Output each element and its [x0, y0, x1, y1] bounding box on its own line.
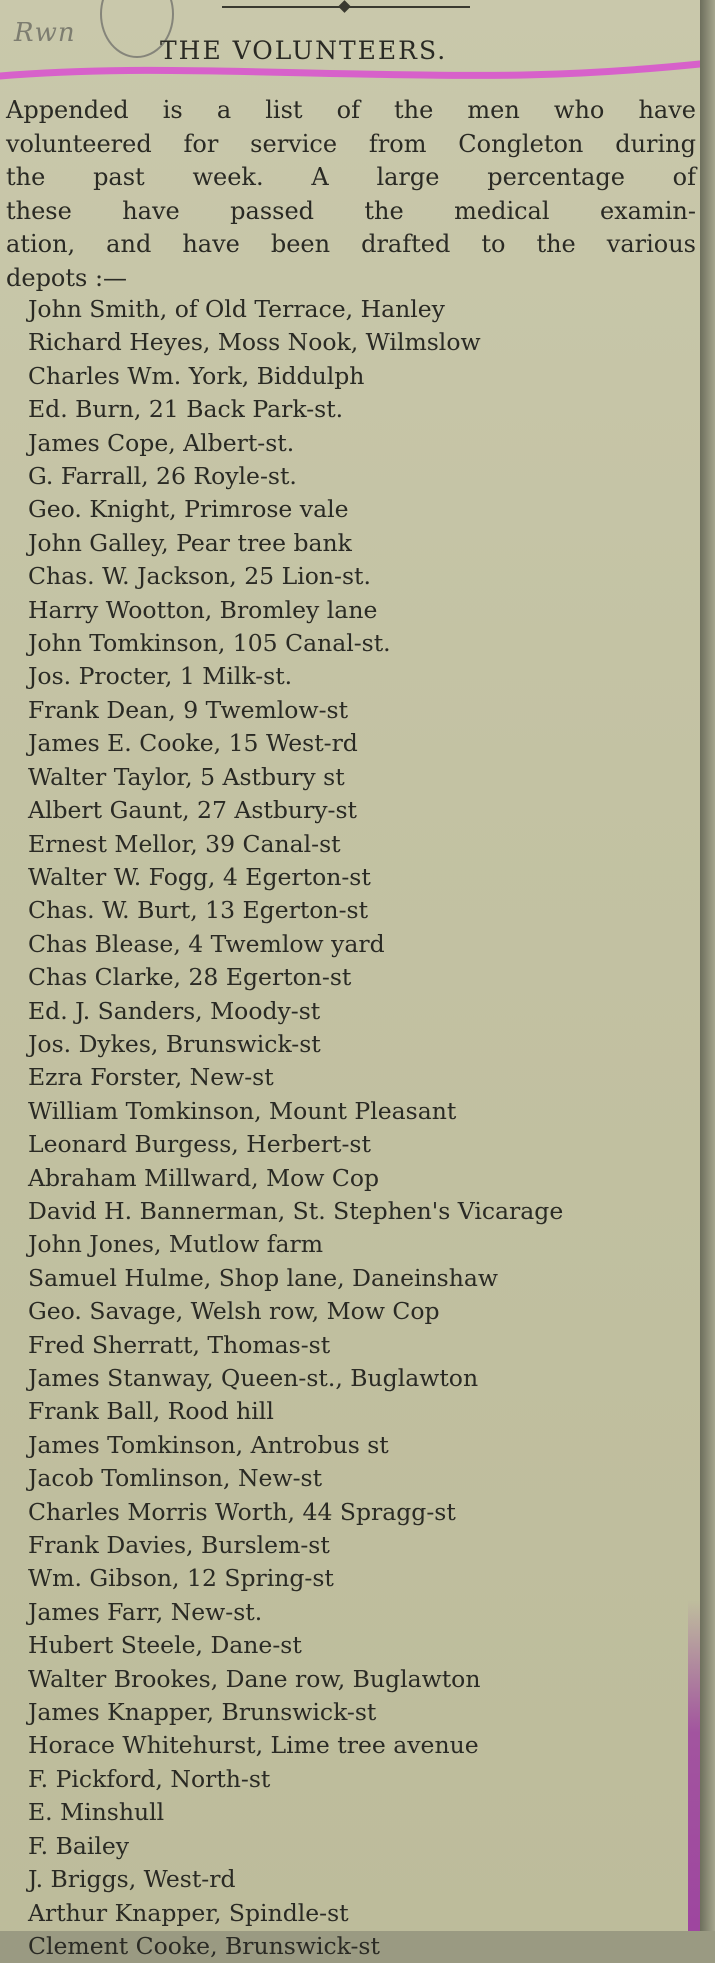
intro-line: depots :—: [6, 263, 128, 292]
volunteer-entry: John Jones, Mutlow farm: [28, 1230, 324, 1259]
intro-line: Appended is a list of the men who have: [6, 96, 696, 124]
volunteer-entry: Geo. Knight, Primrose vale: [28, 495, 349, 524]
volunteer-entry: Richard Heyes, Moss Nook, Wilmslow: [28, 328, 481, 357]
volunteer-entry: Charles Wm. York, Biddulph: [28, 361, 365, 390]
volunteer-entry: Harry Wootton, Bromley lane: [28, 595, 378, 624]
volunteer-entry: Fred Sherratt, Thomas-st: [28, 1330, 331, 1359]
volunteer-entry: Wm. Gibson, 12 Spring-st: [28, 1564, 334, 1593]
volunteer-entry: James Knapper, Brunswick-st: [28, 1698, 377, 1727]
pencil-annotation: Rwn: [14, 18, 76, 48]
volunteer-entry: Albert Gaunt, 27 Astbury-st: [28, 796, 357, 825]
volunteer-entry: Walter Brookes, Dane row, Buglawton: [28, 1664, 481, 1693]
volunteer-entry: Ernest Mellor, 39 Canal-st: [28, 829, 341, 858]
volunteer-entry: David H. Bannerman, St. Stephen's Vicarage: [28, 1196, 564, 1225]
volunteer-entry: James Stanway, Queen-st., Buglawton: [28, 1364, 479, 1392]
volunteer-entry: F. Pickford, North-st: [28, 1764, 271, 1793]
volunteer-entry: Frank Dean, 9 Twemlow-st: [28, 695, 349, 724]
volunteer-entry: Frank Davies, Burslem-st: [28, 1531, 330, 1560]
volunteer-entry: Charles Morris Worth, 44 Spragg-st: [28, 1497, 456, 1526]
highlighter-edge-mark: [688, 1600, 700, 1931]
volunteer-entry: William Tomkinson, Mount Pleasant: [28, 1096, 457, 1125]
volunteer-entry: Frank Ball, Rood hill: [28, 1397, 274, 1426]
volunteer-entry: Geo. Savage, Welsh row, Mow Cop: [28, 1297, 440, 1326]
volunteer-entry: Arthur Knapper, Spindle-st: [28, 1898, 349, 1927]
volunteer-entry: Ezra Forster, New-st: [28, 1063, 274, 1092]
volunteer-entry: John Galley, Pear tree bank: [28, 528, 352, 557]
volunteer-entry: Samuel Hulme, Shop lane, Daneinshaw: [28, 1263, 498, 1292]
volunteer-entry: James Cope, Albert-st.: [28, 428, 295, 457]
intro-line: volunteered for service from Congleton during: [6, 129, 696, 158]
volunteer-entry: James E. Cooke, 15 West-rd: [28, 729, 358, 758]
intro-paragraph: [6, 94, 696, 295]
volunteer-entry: John Tomkinson, 105 Canal-st.: [28, 629, 391, 658]
intro-line: these have passed the medical examin-: [6, 196, 696, 225]
intro-line: the past week. A large percentage of: [6, 163, 696, 191]
article-headline: THE VOLUNTEERS.: [160, 36, 448, 65]
volunteer-entry: Hubert Steele, Dane-st: [28, 1631, 302, 1660]
volunteer-entry: Walter Taylor, 5 Astbury st: [28, 762, 345, 791]
volunteer-entry: E. Minshull: [28, 1798, 165, 1827]
volunteer-entry: Chas Blease, 4 Twemlow yard: [28, 929, 385, 958]
volunteer-list: [28, 293, 708, 1963]
volunteer-entry: Ed. J. Sanders, Moody-st: [28, 996, 321, 1025]
volunteer-entry: Abraham Millward, Mow Cop: [28, 1163, 380, 1192]
volunteer-entry: Jos. Procter, 1 Milk-st.: [28, 662, 293, 691]
volunteer-entry: Chas Clarke, 28 Egerton-st: [28, 963, 352, 992]
volunteer-entry: Jacob Tomlinson, New-st: [28, 1464, 323, 1493]
volunteer-entry: Jos. Dykes, Brunswick-st: [28, 1029, 321, 1058]
intro-line: ation, and have been drafted to the various: [6, 230, 696, 258]
volunteer-entry: G. Farrall, 26 Royle-st.: [28, 462, 297, 491]
volunteer-entry: F. Bailey: [28, 1831, 130, 1860]
volunteer-entry: James Tomkinson, Antrobus st: [28, 1430, 389, 1459]
volunteer-entry: Leonard Burgess, Herbert-st: [28, 1130, 371, 1159]
volunteer-entry: Clement Cooke, Brunswick-st: [28, 1931, 380, 1960]
volunteer-entry: Ed. Burn, 21 Back Park-st.: [28, 395, 344, 424]
volunteer-entry: Chas. W. Jackson, 25 Lion-st.: [28, 562, 371, 591]
volunteer-entry: Horace Whitehurst, Lime tree avenue: [28, 1731, 479, 1760]
volunteer-entry: J. Briggs, West-rd: [28, 1865, 236, 1894]
rule-ornament: [338, 0, 351, 13]
page-edge: [700, 0, 715, 1931]
volunteer-entry: John Smith, of Old Terrace, Hanley: [28, 295, 445, 323]
volunteer-entry: Chas. W. Burt, 13 Egerton-st: [28, 896, 369, 925]
volunteer-entry: James Farr, New-st.: [28, 1597, 263, 1626]
highlighter-stroke: [0, 62, 700, 86]
volunteer-entry: Walter W. Fogg, 4 Egerton-st: [28, 862, 371, 891]
